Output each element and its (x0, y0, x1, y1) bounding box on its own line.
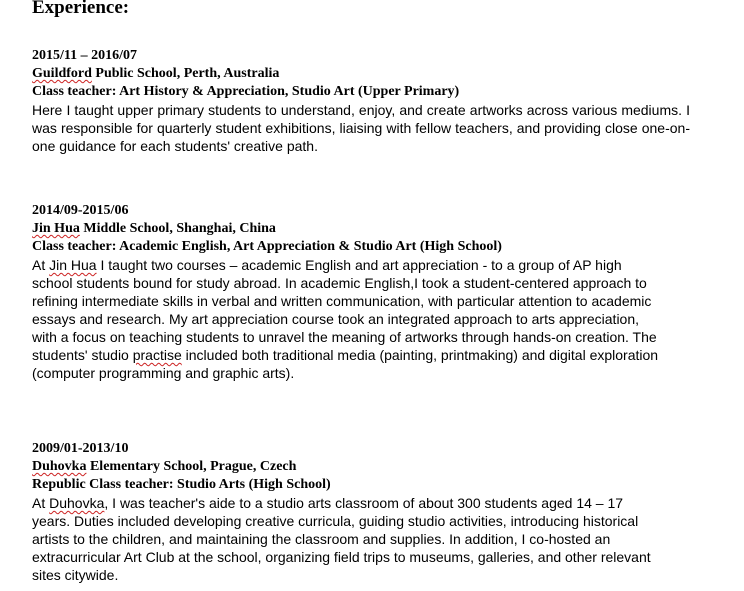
entry-school (32, 65, 690, 83)
misspelled-word: Jin Hua (49, 257, 97, 273)
description-line (32, 256, 690, 274)
section-title: Experience: (32, 0, 130, 18)
school-location: Elementary School, Prague, Czech (86, 459, 297, 474)
entry-dates: 2014/09-2015/06 (32, 203, 129, 218)
description-line: with a focus on teaching students to unravel the meaning of artworks through hands-on creation. The (32, 329, 657, 345)
entry-dates: 2015/11 – 2016/07 (32, 48, 138, 63)
description-line: extracurricular Art Club at the school, organizing field trips to museums, galleries, and other relevant (32, 549, 651, 565)
misspelled-word: practise (132, 347, 182, 363)
description-text: At (32, 257, 50, 273)
entry-school (32, 220, 690, 238)
school-location: Middle School, Shanghai, China (79, 221, 276, 236)
school-location: Public School, Perth, Australia (91, 66, 280, 81)
entry-role: Class teacher: Art History & Appreciation, Studio Art (Upper Primary) (32, 84, 460, 99)
description-line (32, 494, 690, 512)
description-line: years. Duties included developing creative curricula, guiding studio activities, introducing historical (32, 513, 639, 529)
description-line (32, 346, 690, 364)
entry-dates: 2009/01-2013/10 (32, 441, 129, 456)
entry-description: Here I taught upper primary students to understand, enjoy, and create artworks across various mediums. I was responsible for quarterly student exhibitions, liaising with fellow teachers, and providing close one-on-one guidance for each students' creative path. (32, 102, 690, 154)
description-text: students' studio (32, 347, 133, 363)
entry-description (32, 494, 690, 584)
misspelled-word: Duhovka (49, 495, 105, 511)
description-line: sites citywide. (32, 567, 119, 583)
entry-school (32, 458, 690, 476)
description-line: essays and research. My art appreciation course took an integrated approach to arts appreciation, (32, 311, 640, 327)
description-line: school students bound for study abroad. In academic English,I took a student-centered approach to (32, 275, 647, 291)
description-text: included both traditional media (painting, printmaking) and digital exploration (181, 347, 659, 363)
experience-entry (32, 47, 690, 155)
entry-description (32, 256, 690, 382)
description-line: artists to the children, and maintaining the classroom and supplies. In addition, I co-hosted an (32, 531, 611, 547)
description-line: refining intermediate skills in verbal and written communication, with particular attention to academic (32, 293, 652, 309)
description-line: (computer programming and graphic arts). (32, 365, 295, 381)
description-text: At (32, 495, 50, 511)
experience-entry (32, 440, 690, 584)
entry-role: Class teacher: Academic English, Art Appreciation & Studio Art (High School) (32, 239, 502, 254)
school-name: Guildford (32, 66, 92, 81)
experience-entry (32, 202, 690, 382)
school-name: Jin Hua (32, 221, 80, 236)
description-text: I taught two courses – academic English and art appreciation - to a group of AP high (96, 257, 622, 273)
school-name: Duhovka (32, 459, 87, 474)
entry-role: Republic Class teacher: Studio Arts (High School) (32, 477, 331, 492)
description-text: , I was teacher's aide to a studio arts classroom of about 300 students aged 14 – 17 (104, 495, 624, 511)
